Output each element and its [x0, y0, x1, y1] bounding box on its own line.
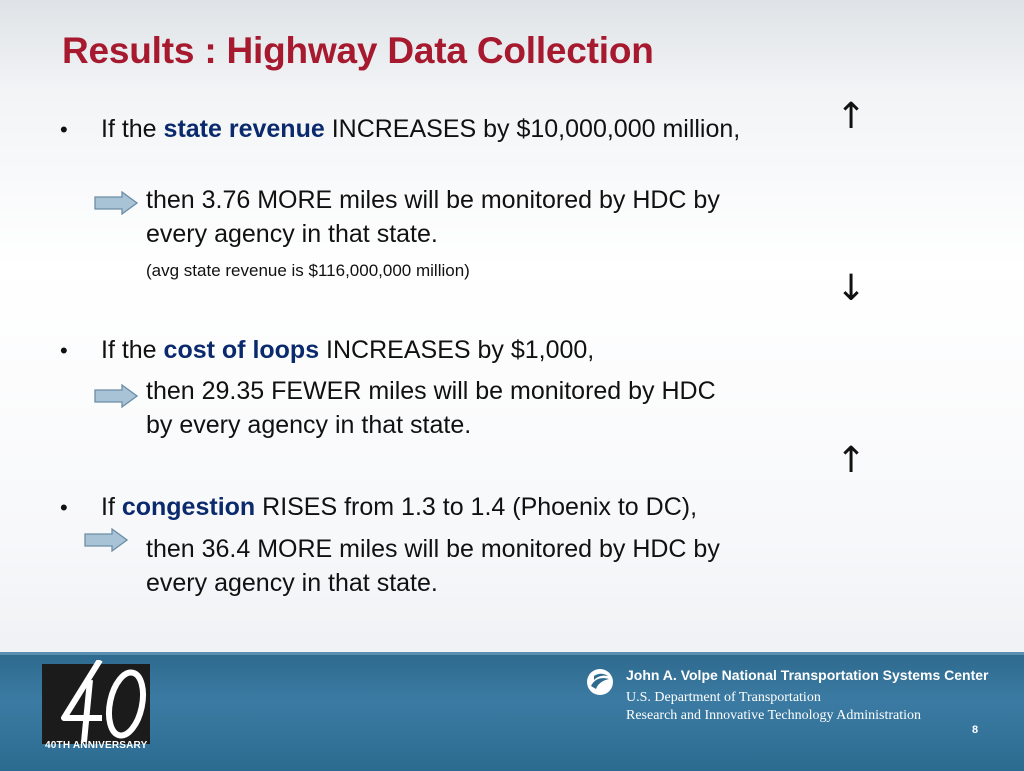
bullet-dot: •	[60, 338, 68, 363]
bullet-suffix: RISES from 1.3 to 1.4 (Phoenix to DC),	[255, 493, 698, 521]
right-block-arrow-icon	[94, 191, 138, 215]
revenue-note: (avg state revenue is $116,000,000 million)	[146, 261, 470, 280]
up-arrow-icon: ↑	[836, 96, 867, 137]
consequence-3: then 36.4 MORE miles will be monitored by HDC by every agency in that state.	[146, 535, 720, 597]
bullet-3	[0, 490, 1024, 526]
admin-name: Research and Innovative Technology Administration	[626, 708, 922, 723]
bullet-prefix: If the	[101, 336, 164, 364]
bullet-prefix: If	[101, 493, 122, 521]
bullet-keyword: state revenue	[163, 115, 325, 143]
up-arrow-icon: ↑	[836, 440, 867, 481]
bullet-text	[101, 112, 761, 147]
bullet-suffix: INCREASES by $10,000,000 million,	[324, 115, 741, 143]
anniversary-caption: 40TH ANNIVERSARY	[45, 740, 148, 751]
bullet-1	[0, 112, 1024, 182]
right-block-arrow-icon	[84, 528, 128, 552]
consequence-2: then 29.35 FEWER miles will be monitored by HDC by every agency in that state.	[146, 377, 716, 439]
bullet-text	[101, 333, 781, 368]
down-arrow-icon: ↓	[836, 268, 867, 309]
bullet-2	[0, 333, 1024, 369]
right-block-arrow-icon	[94, 384, 138, 408]
bullet-keyword: congestion	[121, 493, 256, 521]
bullet-text	[101, 490, 781, 525]
org-name: John A. Volpe National Transportation Systems Center	[626, 667, 989, 683]
bullet-keyword: cost of loops	[163, 336, 320, 364]
bullet-suffix: INCREASES by $1,000,	[319, 336, 595, 364]
bullet-dot: •	[60, 117, 68, 142]
dept-name: U.S. Department of Transportation	[626, 690, 821, 705]
dot-logo-icon	[586, 668, 614, 696]
consequence-1: then 3.76 MORE miles will be monitored by HDC by every agency in that state.	[146, 186, 720, 248]
page-number: 8	[972, 724, 979, 736]
bullet-dot: •	[60, 495, 68, 520]
slide-title: Results : Highway Data Collection	[62, 30, 654, 71]
bullet-prefix: If the	[101, 115, 164, 143]
